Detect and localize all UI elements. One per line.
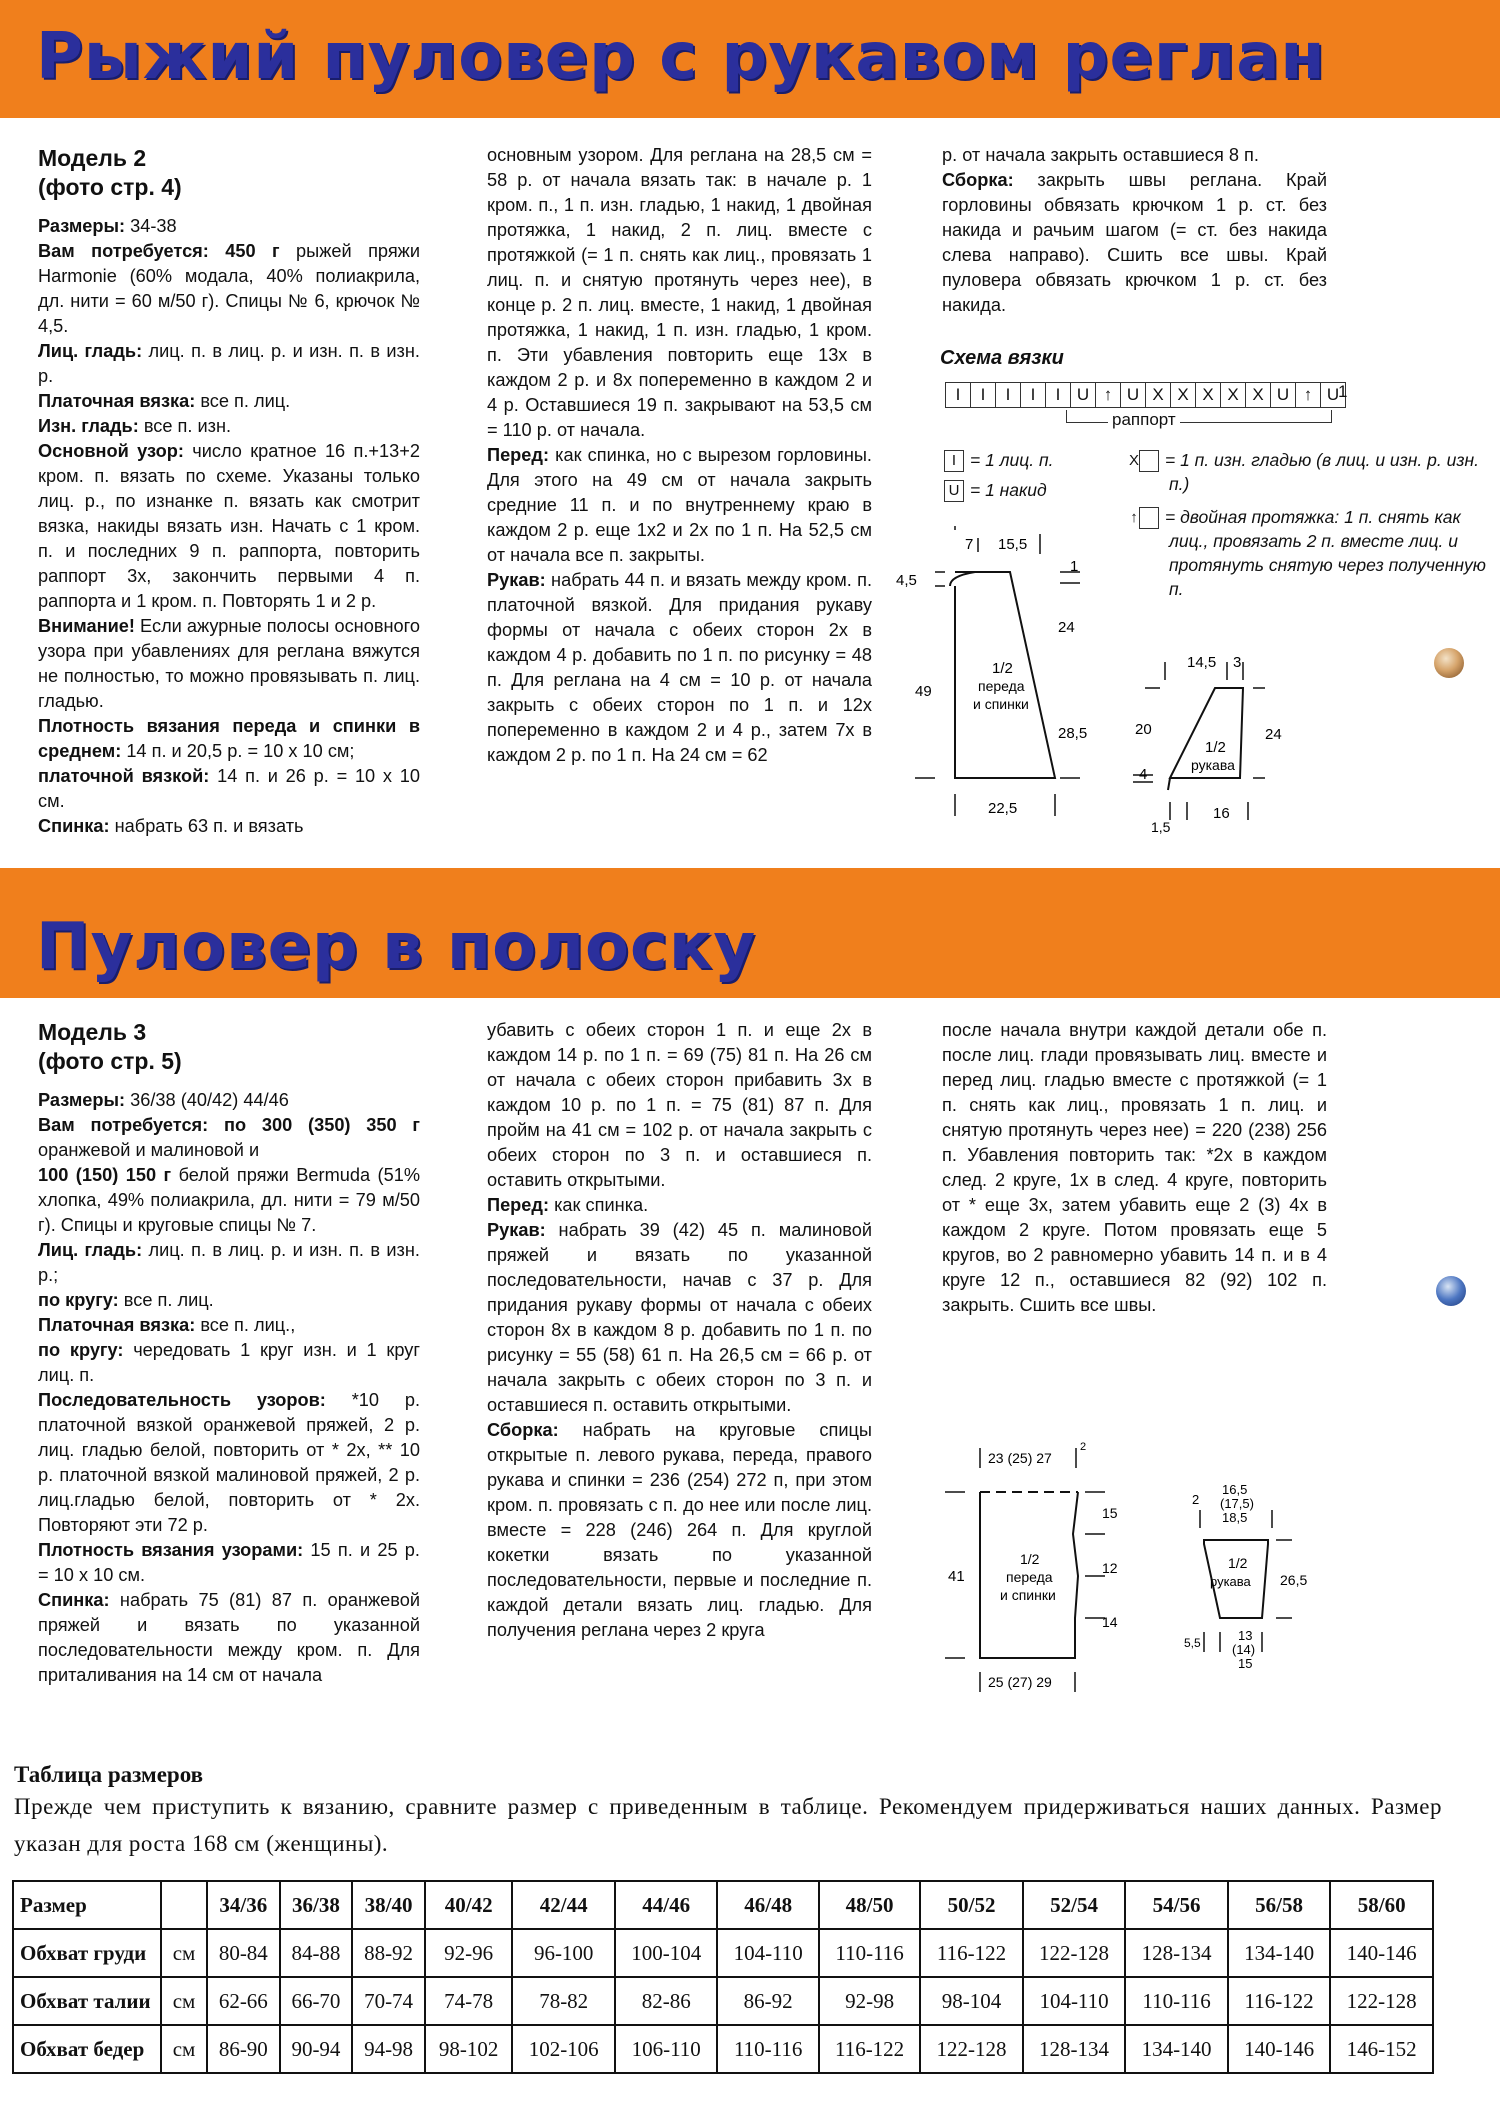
paragraph <box>38 1588 420 1688</box>
size-header-cell: 46/48 <box>717 1881 818 1929</box>
size-header-cell: 58/60 <box>1330 1881 1433 1929</box>
table-row <box>13 1929 1433 1977</box>
table-cell: 122-128 <box>920 2025 1023 2073</box>
sleeve1-right: 24 <box>1265 726 1282 743</box>
paragraph-label: Внимание! <box>38 616 135 636</box>
table-cell: 70-74 <box>352 1977 425 2025</box>
paragraph <box>942 168 1327 318</box>
table-cell: 90-94 <box>280 2025 353 2073</box>
table-cell: 86-90 <box>207 2025 280 2073</box>
sleeve2-bottom-c: 15 <box>1238 1656 1253 1671</box>
body-height: 49 <box>915 683 932 700</box>
table-cell: 104-110 <box>717 1929 818 1977</box>
paragraph-label: Изн. гладь: <box>38 416 139 436</box>
paragraph-text: лиц. п. в лиц. р. и изн. п. в изн. р. <box>38 341 420 386</box>
paragraph <box>38 1113 420 1163</box>
table-cell: 128-134 <box>1125 1929 1228 1977</box>
section1-col1 <box>38 144 420 839</box>
size-header-cell: 48/50 <box>819 1881 920 1929</box>
table-cell: 98-104 <box>920 1977 1023 2025</box>
table-cell: 96-100 <box>512 1929 615 1977</box>
paragraph-text: набрать 44 п. и вязать между кром. п. платочной вязкой. Для придания рукаву формы от начала с обеих сторон 2х в каждом 4 р. добавить по 1 п. по рисунку = 48 п. Для реглана на 4 см = 10 р. от начала закрыть с обеих сторон по 1 п. и 12х попеременно в каждом 2 и 4 р., затем 7х в каждом 2 р. по 1 п. На 24 см = 62 <box>487 570 872 765</box>
paragraph <box>38 389 420 414</box>
header-label: Размер <box>13 1881 161 1929</box>
schema-cell: X <box>1170 382 1196 408</box>
row-unit: см <box>161 1977 207 2025</box>
paragraph-text: убавить с обеих сторон 1 п. и еще 2х в каждом 14 р. по 1 п. = 69 (75) 81 п. На 26 см от начала с обеих сторон прибавить 3х в каждом 10 р. по 1 п. = 75 (81) 87 п. Для пройм на 41 см = 102 р. от начала закрыть с обеих сторон по 3 п. и оставшиеся п. оставить открытыми. <box>487 1020 872 1190</box>
paragraph-label: Сборка: <box>942 170 1014 190</box>
paragraph <box>38 214 420 239</box>
schema-rapport-bracket <box>1066 410 1332 423</box>
schema-title: Схема вязки <box>940 347 1064 369</box>
schema-cell: X <box>1145 382 1171 408</box>
table-cell: 122-128 <box>1330 1977 1433 2025</box>
paragraph <box>38 614 420 714</box>
section2-col2-body <box>487 1018 872 1643</box>
sleeve2-right: 26,5 <box>1280 1572 1308 1588</box>
table-cell: 62-66 <box>207 1977 280 2025</box>
size-header-cell: 56/58 <box>1228 1881 1331 1929</box>
paragraph-text: число кратное 16 п.+13+2 кром. п. вязать по схеме. Указаны только лиц. р., по изнанке п. вязать как смотрит вязка, накиды вязать изн. Начать с 1 кром. п. и последних 9 п. раппорта, повторить раппорт 3х, закончить первыми 4 п. раппорта и 1 кром. п. Повторять 1 и 2 р. <box>38 441 420 611</box>
yarn-ball-blue-icon <box>1436 1276 1466 1306</box>
table-row <box>13 2025 1433 2073</box>
paragraph-label: Платочная вязка: <box>38 1315 196 1335</box>
sleeve2-label-1: 1/2 <box>1228 1555 1248 1571</box>
schema-grid <box>946 382 1346 408</box>
paragraph <box>38 1338 420 1388</box>
size-header-cell: 52/54 <box>1023 1881 1126 1929</box>
paragraph-label: Основной узор: <box>38 441 184 461</box>
paragraph-label: Спинка: <box>38 816 110 836</box>
section2-body-diagram <box>940 1440 1140 1700</box>
paragraph <box>487 568 872 768</box>
paragraph <box>942 1018 1327 1318</box>
schema-cell: U <box>1320 382 1346 408</box>
paragraph-label: Размеры: <box>38 1090 126 1110</box>
paragraph <box>38 714 420 764</box>
schema-cell: X <box>1220 382 1246 408</box>
section2-model-title: Модель 3 (фото стр. 5) <box>38 1019 182 1074</box>
table-cell: 92-98 <box>819 1977 920 2025</box>
paragraph <box>38 1288 420 1313</box>
paragraph-text: белой пряжи Bermuda (51% хлопка, 49% полиакрила, дл. нити = 79 м/50 г). Спицы и круговые спицы № 7. <box>38 1165 420 1235</box>
sleeve1-bottom-b: 16 <box>1213 805 1230 822</box>
legend-double: ↑ = двойная протяжка: 1 п. снять как лиц., провязать 2 п. вместе лиц. и протянуть снятую через полученную п. <box>1130 507 1486 600</box>
paragraph-text: чередовать 1 круг изн. и 1 круг лиц. п. <box>38 1340 420 1385</box>
legend-purl: X = 1 п. изн. гладью (в лиц. и изн. р. изн. п.) <box>1128 450 1479 495</box>
schema-rapport-label: раппорт <box>1108 410 1180 430</box>
section1-body-diagram <box>880 526 1100 836</box>
paragraph-text: *10 р. платочной вязкой оранжевой пряжей, 2 р. лиц. гладью белой, повторить от * 2х, ** 10 р. платочной вязкой малиновой пряжей, 2 р. лиц.гладью белой, повторить от * 2х. Повторяют эти 72 р. <box>38 1390 420 1535</box>
table-cell: 66-70 <box>280 1977 353 2025</box>
size-header-cell: 38/40 <box>352 1881 425 1929</box>
body-label-1: 1/2 <box>992 660 1013 677</box>
paragraph <box>38 1538 420 1588</box>
body-right-a: 24 <box>1058 619 1075 636</box>
paragraph-text: все п. лиц. <box>118 1290 214 1310</box>
size-table-title: Таблица размеров <box>14 1762 204 1787</box>
section2-sleeve-diagram <box>1180 1480 1320 1700</box>
paragraph-text: лиц. п. в лиц. р. и изн. п. в изн. р.; <box>38 1240 420 1285</box>
sleeve2-label-2: рукава <box>1210 1574 1251 1589</box>
table-cell: 84-88 <box>280 1929 353 1977</box>
sleeve2-top-b: (17,5) <box>1220 1496 1254 1511</box>
paragraph-label: Перед: <box>487 445 550 465</box>
table-cell: 74-78 <box>425 1977 513 2025</box>
body2-label-2: переда <box>1006 1569 1053 1585</box>
paragraph-text: как спинка. <box>549 1195 649 1215</box>
table-cell: 116-122 <box>819 2025 920 2073</box>
paragraph-label: Спинка: <box>38 1590 110 1610</box>
header-unit-cell <box>161 1881 207 1929</box>
body-right-b: 28,5 <box>1058 725 1088 742</box>
table-cell: 128-134 <box>1023 2025 1126 2073</box>
size-header-cell: 44/46 <box>615 1881 718 1929</box>
row-name: Обхват груди <box>13 1929 161 1977</box>
paragraph-label: Вам потребуется: 450 г <box>38 241 280 261</box>
schema-cell: I <box>1020 382 1046 408</box>
size-header-cell: 42/44 <box>512 1881 615 1929</box>
body2-right-a: 15 <box>1102 1505 1118 1521</box>
schema-cell: I <box>1045 382 1071 408</box>
table-cell: 106-110 <box>615 2025 718 2073</box>
paragraph-text: все п. изн. <box>138 416 232 436</box>
paragraph-label: Сборка: <box>487 1420 559 1440</box>
section1-col3-body <box>942 143 1327 318</box>
purl-symbol-icon: X <box>1139 450 1159 472</box>
paragraph-text: 14 п. и 20,5 р. = 10 х 10 см; <box>121 741 355 761</box>
paragraph <box>487 1418 872 1643</box>
sleeve2-bottom-left: 5,5 <box>1184 1636 1201 1650</box>
schema-cell: X <box>1245 382 1271 408</box>
body-side-a: 4,5 <box>896 572 917 589</box>
size-header-cell: 40/42 <box>425 1881 513 1929</box>
table-cell: 116-122 <box>1228 1977 1331 2025</box>
body-label-3: и спинки <box>973 696 1029 712</box>
schema-cell: U <box>1070 382 1096 408</box>
table-header-row <box>13 1881 1433 1929</box>
sleeve2-top-c: 18,5 <box>1222 1510 1248 1525</box>
paragraph <box>38 764 420 814</box>
table-cell: 110-116 <box>1125 1977 1228 2025</box>
paragraph <box>38 1088 420 1113</box>
section2-banner <box>0 868 1500 998</box>
paragraph <box>38 1163 420 1238</box>
paragraph-label: платочной вязкой: <box>38 766 210 786</box>
table-cell: 80-84 <box>207 1929 280 1977</box>
paragraph-text: набрать на круговые спицы открытые п. левого рукава, переда, правого рукава и спинки = 236 (254) 272 п, при этом кром. п. провязать с п. до нее или после лиц. вместе = 228 (246) 264 п. Для круглой кокетки вязать по указанной последовательности, первые и последние п. каждой детали вязать лиц. гладью. Для получения реглана через 2 круга <box>487 1420 872 1640</box>
body2-label-1: 1/2 <box>1020 1551 1040 1567</box>
paragraph <box>38 439 420 614</box>
table-cell: 92-96 <box>425 1929 513 1977</box>
table-cell: 134-140 <box>1125 2025 1228 2073</box>
paragraph-text: рыжей пряжи Harmonie (60% модала, 40% полиакрила, дл. нити = 60 м/50 г). Спицы № 6, крючок № 4,5. <box>38 241 421 336</box>
paragraph <box>38 1388 420 1538</box>
table-cell: 146-152 <box>1330 2025 1433 2073</box>
table-cell: 110-116 <box>819 1929 920 1977</box>
sleeve1-bottom-a: 1,5 <box>1151 819 1171 835</box>
double-decrease-symbol-icon: ↑ <box>1139 507 1159 529</box>
paragraph-label: Размеры: <box>38 216 126 236</box>
yarn-ball-icon <box>1434 648 1464 678</box>
body2-right-b: 12 <box>1102 1560 1118 1576</box>
sleeve2-bottom-b: (14) <box>1232 1642 1256 1657</box>
paragraph-text: основным узором. Для реглана на 28,5 см = 58 р. от начала вязать так: в начале р. 1 кром. п., 1 п. изн. гладью, 1 накид, 1 двойная протяжка, 1 накид, 2 п. лиц. вместе с протяжкой (= 1 п. снять как лиц., провязать 1 лиц. п. и снятую протянуть через нее), в конце р. 2 п. лиц. вместе, 1 накид, 1 двойная протяжка, 1 накид, 1 п. изн. гладью, 1 кром. п. Эти убавления повторить еще 13х в каждом 2 р. и 8х попеременно в каждом 2 и 4 р. Оставшиеся 19 п. закрывают на 53,5 см = 110 р. от начала. <box>487 145 872 440</box>
paragraph-text: р. от начала закрыть оставшиеся 8 п. <box>942 145 1259 165</box>
paragraph-text: набрать 75 (81) 87 п. оранжевой пряжей и вязать по указанной последовательности между кром. п. Для приталивания на 14 см от начала <box>38 1590 420 1685</box>
paragraph-label: Вам потребуется: по 300 (350) 350 г <box>38 1115 420 1135</box>
sleeve1-label-2: рукава <box>1191 757 1235 773</box>
schema-cell: ↑ <box>1095 382 1121 408</box>
table-cell: 82-86 <box>615 1977 718 2025</box>
body2-height: 41 <box>948 1568 965 1585</box>
paragraph-label: 100 (150) 150 г <box>38 1165 172 1185</box>
paragraph <box>38 339 420 389</box>
paragraph-text: 36/38 (40/42) 44/46 <box>125 1090 289 1110</box>
section1-col2 <box>487 143 872 768</box>
paragraph-text: после начала внутри каждой детали обе п. после лиц. глади провязывать лиц. вместе и перед лиц. гладью вместе с протяжкой (= 1 п. снять как лиц., провязать 1 п. лиц. и снятую протянуть через нее) = 220 (238) 256 п. Убавления повторить так: *2х в каждом след. 2 круге, 1х в след. 4 круге, повторить от * еще 3х, затем убавить еще 2 (3) 4х в каждом 2 круге. Потом провязать еще 5 кругов, во 2 равномерно убавить 14 п. и в 4 круге 12 п., оставшиеся 82 (92) 102 п. закрыть. Сшить все швы. <box>942 1020 1327 1315</box>
paragraph <box>487 1218 872 1418</box>
sleeve1-top-b: 3 <box>1233 654 1242 671</box>
paragraph-label: Рукав: <box>487 570 546 590</box>
sleeve1-left-b: 4 <box>1139 766 1148 783</box>
sleeve2-bottom-a: 13 <box>1238 1628 1253 1643</box>
table-cell: 98-102 <box>425 2025 513 2073</box>
paragraph <box>38 239 420 339</box>
section1-col1-body <box>38 214 420 839</box>
paragraph-label: Плотность вязания переда и спинки в среднем: <box>38 716 420 761</box>
paragraph-label: Платочная вязка: <box>38 391 196 411</box>
table-cell: 94-98 <box>352 2025 425 2073</box>
table-cell: 116-122 <box>920 1929 1023 1977</box>
section2-col3 <box>942 1018 1327 1318</box>
paragraph-label: по кругу: <box>38 1340 124 1360</box>
body-label-2: переда <box>978 678 1025 694</box>
paragraph <box>38 1238 420 1288</box>
schema-cell: ↑ <box>1295 382 1321 408</box>
size-header-cell: 50/52 <box>920 1881 1023 1929</box>
paragraph <box>487 1193 872 1218</box>
paragraph-label: Лиц. гладь: <box>38 341 143 361</box>
paragraph <box>487 443 872 568</box>
body2-top-small: 2 <box>1080 1441 1087 1453</box>
body2-label-3: и спинки <box>1000 1587 1056 1603</box>
section2-col2-body-wrapper <box>38 1088 420 1688</box>
paragraph-label: Лиц. гладь: <box>38 1240 143 1260</box>
table-cell: 122-128 <box>1023 1929 1126 1977</box>
sleeve1-left-a: 20 <box>1135 721 1152 738</box>
paragraph-label: Рукав: <box>487 1220 546 1240</box>
yarn-over-symbol-icon: U <box>944 480 964 502</box>
schema-cell: U <box>1120 382 1146 408</box>
row-unit: см <box>161 2025 207 2073</box>
paragraph <box>38 414 420 439</box>
table-cell: 86-92 <box>717 1977 818 2025</box>
sleeve2-top-left: 2 <box>1192 1492 1200 1507</box>
table-cell: 88-92 <box>352 1929 425 1977</box>
body2-bottom: 25 (27) 29 <box>988 1674 1052 1690</box>
section1-col3 <box>942 143 1327 318</box>
paragraph-text: 15 п. и 25 р. = 10 х 10 см. <box>38 1540 420 1585</box>
sleeve1-top-a: 14,5 <box>1187 654 1217 671</box>
row-unit: см <box>161 1929 207 1977</box>
body2-right-c: 14 <box>1102 1614 1118 1630</box>
row-name: Обхват талии <box>13 1977 161 2025</box>
section2-col2 <box>487 1018 872 1643</box>
section1-col2-body <box>487 143 872 768</box>
schema-cell: U <box>1270 382 1296 408</box>
paragraph-text: закрыть швы реглана. Край горловины обвязать крючком 1 р. ст. без накида и рачьим шагом (= ст. без накида слева направо). Сшить все швы. Край пуловера обвязать крючком 1 р. ст. без накида. <box>942 170 1327 315</box>
paragraph-text: все п. лиц. <box>195 391 291 411</box>
size-table <box>12 1880 1434 2074</box>
section2-col3-body <box>942 1018 1327 1318</box>
paragraph-label: по кругу: <box>38 1290 119 1310</box>
table-cell: 140-146 <box>1330 1929 1433 1977</box>
schema-row-number: 1 <box>1338 382 1348 401</box>
table-cell: 100-104 <box>615 1929 718 1977</box>
schema-cell: X <box>1195 382 1221 408</box>
legend-knit: I = 1 лиц. п. <box>944 448 1144 472</box>
body-bottom: 22,5 <box>988 800 1018 817</box>
paragraph <box>942 143 1327 168</box>
row-name: Обхват бедер <box>13 2025 161 2073</box>
table-cell: 140-146 <box>1228 2025 1331 2073</box>
body-top-b: 15,5 <box>998 536 1028 553</box>
paragraph-text: Если ажурные полосы основного узора при убавлениях для реглана вяжутся не полностью, то можно провязывать п. лиц. гладью. <box>38 616 420 711</box>
paragraph <box>38 814 420 839</box>
size-header-cell: 34/36 <box>207 1881 280 1929</box>
paragraph <box>38 1313 420 1338</box>
paragraph-text: 14 п. и 26 р. = 10 х 10 см. <box>38 766 421 811</box>
paragraph-label: Перед: <box>487 1195 550 1215</box>
body2-top: 23 (25) 27 <box>988 1450 1052 1466</box>
table-cell: 104-110 <box>1023 1977 1126 2025</box>
body-side-b: 1 <box>1070 558 1079 575</box>
paragraph-label: Плотность вязания узорами: <box>38 1540 304 1560</box>
section1-banner <box>0 0 1500 118</box>
paragraph-label: Последовательность узоров: <box>38 1390 326 1410</box>
table-row <box>13 1977 1433 2025</box>
body-top-a: 7 <box>965 536 974 553</box>
section1-model-title: Модель 2 (фото стр. 4) <box>38 145 182 200</box>
paragraph <box>487 1018 872 1193</box>
paragraph-text: набрать 39 (42) 45 п. малиновой пряжей и вязать по указанной последовательности, начав с 37 р. Для придания рукаву формы от начала с обеих сторон 8х в каждом 8 р. добавить по 1 п. по рисунку = 55 (58) 61 п. На 26,5 см = 66 р. от начала закрыть с обеих сторон по 3 п. и оставшиеся п. оставить открытыми. <box>487 1220 872 1415</box>
size-table-intro: Прежде чем приступить к вязанию, сравните размер с приведенным в таблице. Рекомендуем придерживаться наших данных. Размер указан для роста 168 см (женщины). <box>14 1794 1442 1856</box>
table-cell: 110-116 <box>717 2025 818 2073</box>
legend-yo: U = 1 накид <box>944 478 1144 502</box>
paragraph-text: все п. лиц., <box>195 1315 296 1335</box>
section1-title: Рыжий пуловер с рукавом реглан <box>36 20 1326 94</box>
table-cell: 102-106 <box>512 2025 615 2073</box>
table-cell: 78-82 <box>512 1977 615 2025</box>
sleeve2-top-a: 16,5 <box>1222 1482 1248 1497</box>
section2-title: Пуловер в полоску <box>36 910 757 984</box>
size-header-cell: 54/56 <box>1125 1881 1228 1929</box>
paragraph-text: 34-38 <box>125 216 177 236</box>
paragraph-text: набрать 63 п. и вязать <box>109 816 304 836</box>
table-cell: 134-140 <box>1228 1929 1331 1977</box>
sleeve1-label-1: 1/2 <box>1205 739 1226 756</box>
paragraph-text: оранжевой и малиновой и <box>38 1140 260 1160</box>
section2-col1 <box>38 1018 420 1688</box>
size-header-cell: 36/38 <box>280 1881 353 1929</box>
section1-sleeve-diagram <box>1115 640 1305 840</box>
paragraph-text: как спинка, но с вырезом горловины. Для этого на 49 см от начала закрыть средние 11 п. и по внутреннему краю в каждом 2 р. еще 1х2 и 2х по 1 п. На 52,5 см от начала все п. закрыты. <box>487 445 872 565</box>
schema-cell: I <box>945 382 971 408</box>
knit-symbol-icon: I <box>944 450 964 472</box>
schema-cell: I <box>970 382 996 408</box>
schema-cell: I <box>995 382 1021 408</box>
paragraph <box>487 143 872 443</box>
